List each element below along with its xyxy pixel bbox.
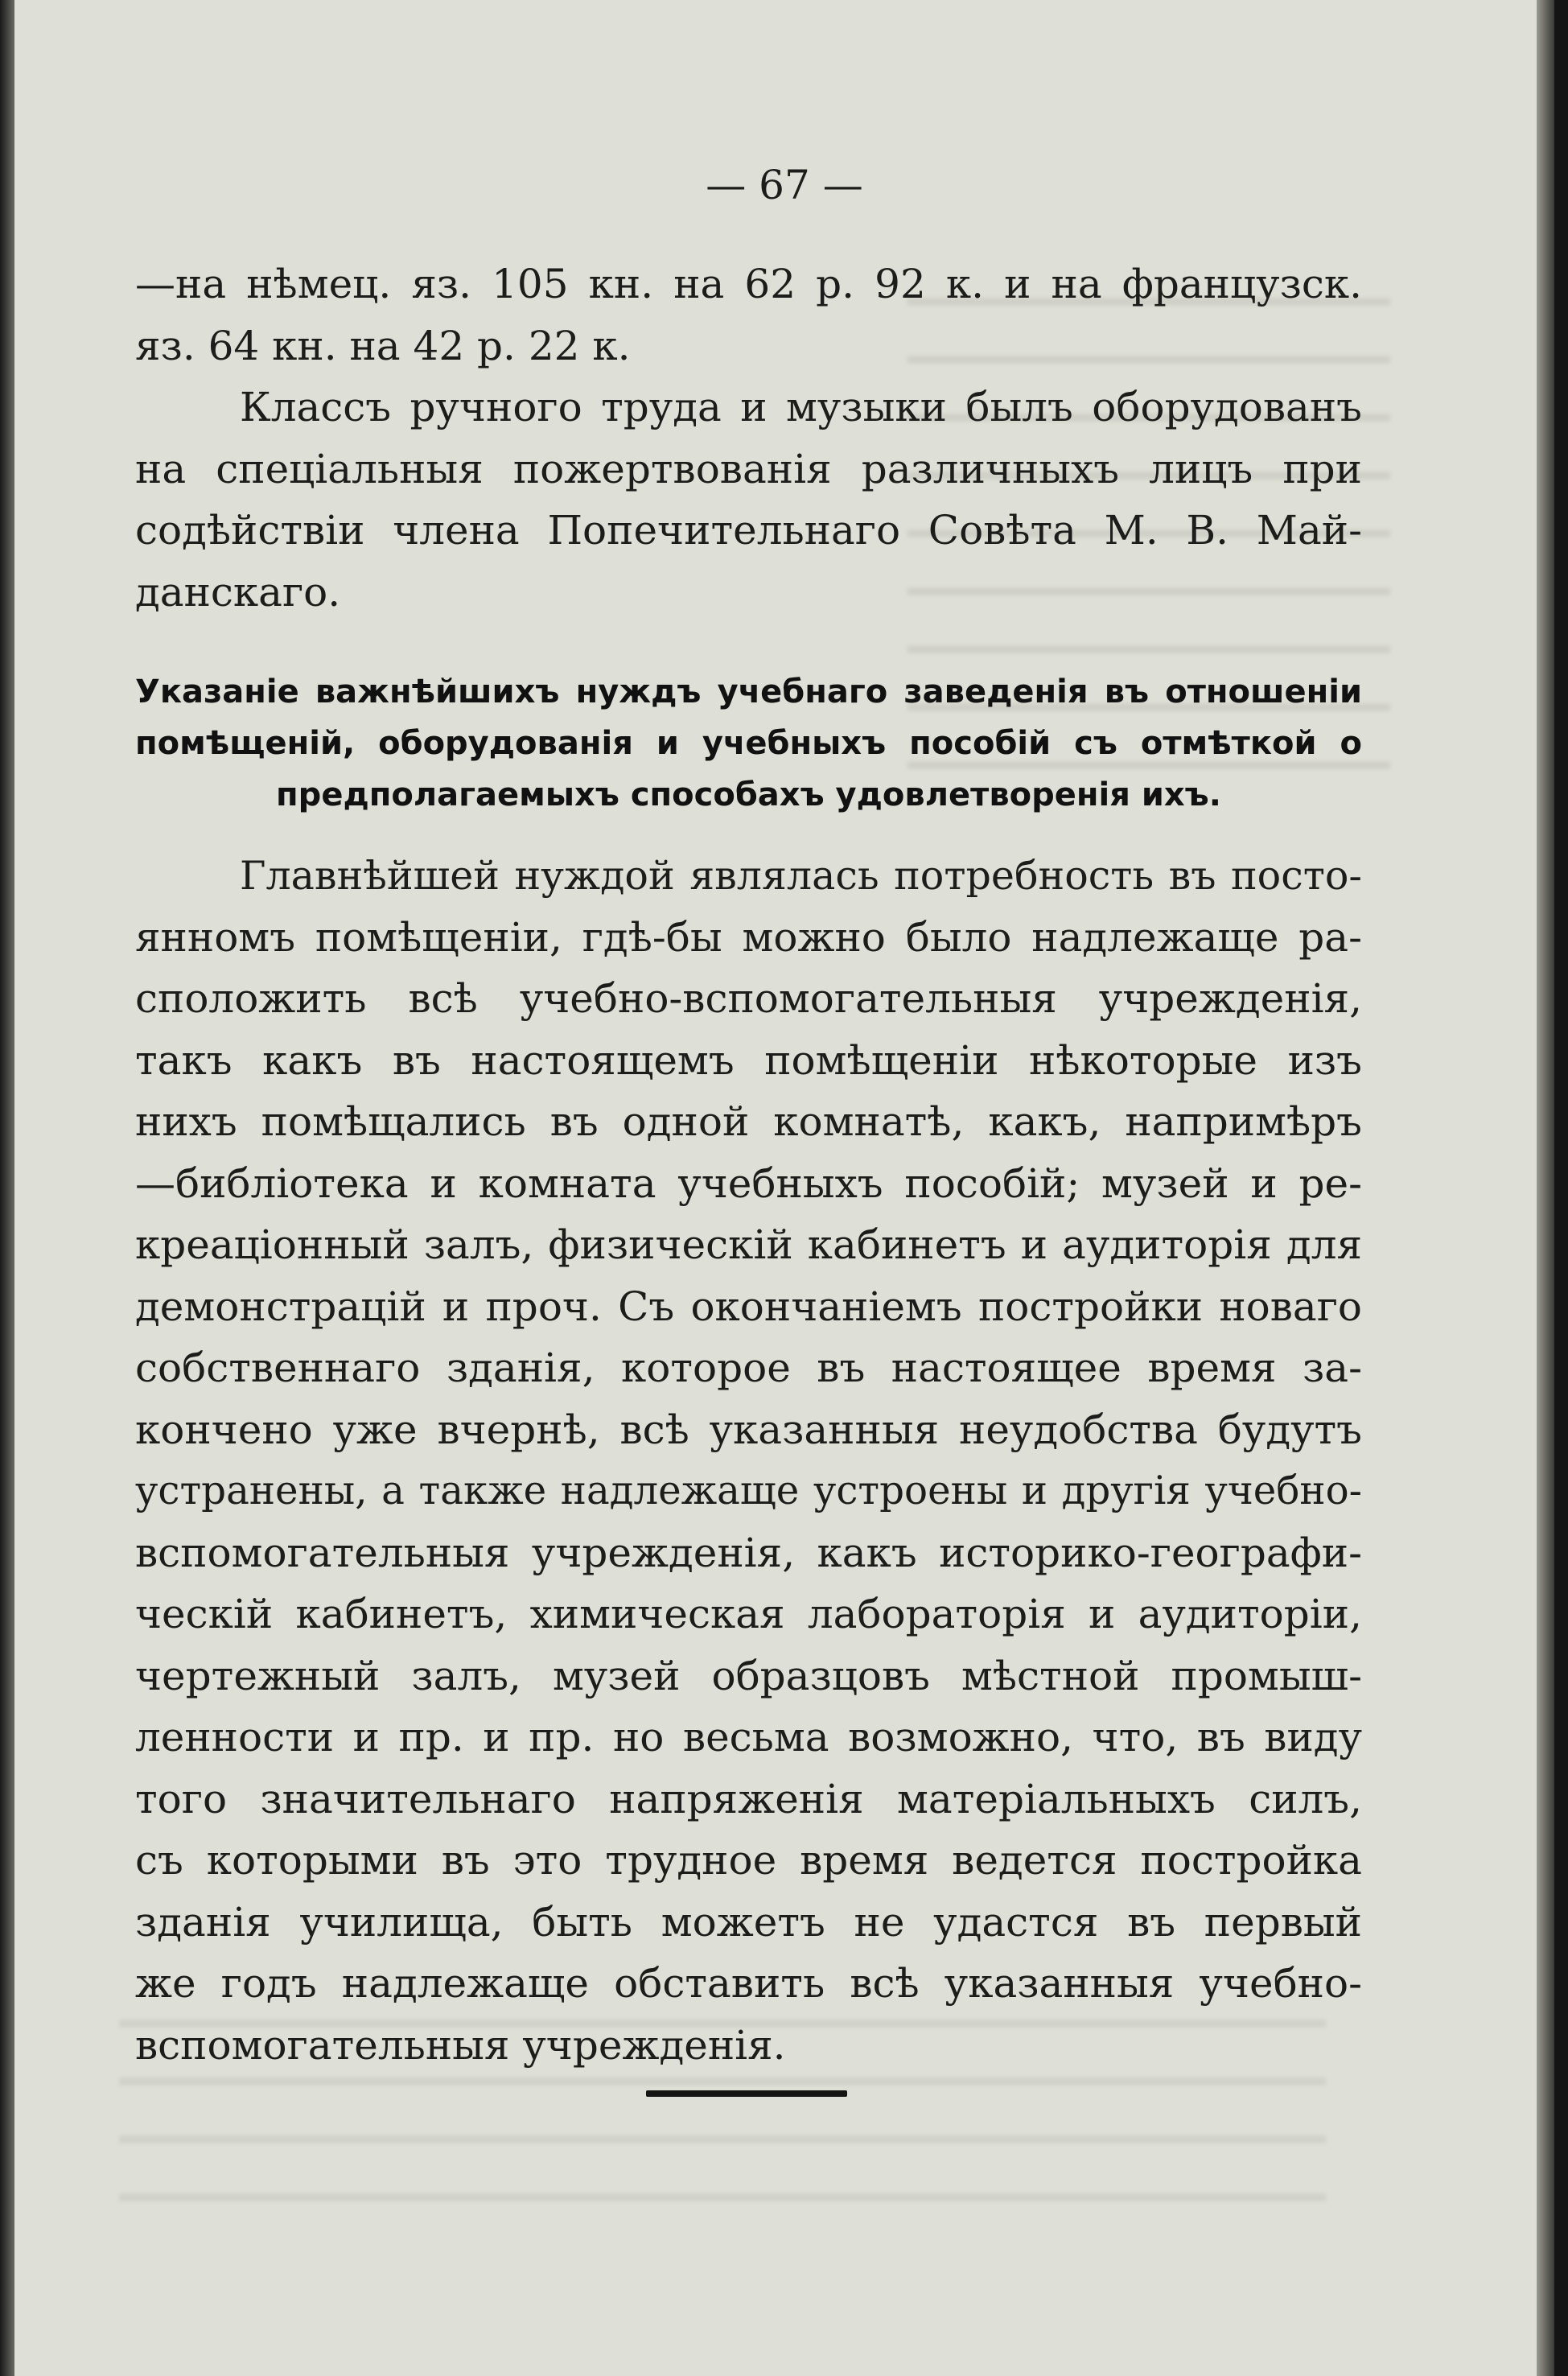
text-line: сположить всѣ учебно-вспомогательныя учрежденія,	[135, 975, 1362, 1022]
page-left-edge	[0, 0, 14, 2376]
text-line: ческій кабинетъ, химическая лабораторія и аудиторіи,	[135, 1591, 1362, 1637]
paragraph-2	[135, 845, 1362, 2076]
book-page	[14, 0, 1554, 2376]
text-line: —библіотека и комната учебныхъ пособій; музей и ре-	[135, 1159, 1362, 1207]
text-line: янномъ помѣщеніи, гдѣ-бы можно было надлежаще ра-	[135, 913, 1362, 961]
text-line: кончено уже вчернѣ, всѣ указанныя неудобства будутъ	[135, 1406, 1362, 1453]
text-line: Классъ ручного труда и музыки былъ оборудованъ	[240, 384, 1362, 430]
section-end-rule	[646, 2090, 847, 2097]
heading-line: помѣщеній, оборудованія и учебныхъ пособій съ отмѣткой о	[135, 725, 1362, 762]
page-right-edge	[1537, 0, 1554, 2376]
text-line: устранены, а также надлежаще устроены и другія учебно-	[135, 1468, 1362, 1513]
text-line: такъ какъ въ настоящемъ помѣщеніи нѣкоторые изъ	[135, 1036, 1362, 1084]
text-line: демонстрацій и проч. Съ окончаніемъ постройки новаго	[135, 1283, 1362, 1330]
paragraph-1	[135, 377, 1362, 623]
heading-line: предполагаемыхъ способахъ удовлетворенія ихъ.	[276, 776, 1221, 813]
text-line: —на нѣмец. яз. 105 кн. на 62 р. 92 к. и на французск.	[135, 261, 1362, 307]
text-line: содѣйствіи члена Попечительнаго Совѣта М. В. Май-	[135, 507, 1362, 554]
text-line: того значительнаго напряженія матеріальныхъ силъ,	[135, 1775, 1362, 1822]
page-number: — 67 —	[706, 162, 863, 208]
section-heading	[135, 666, 1362, 821]
text-line: нихъ помѣщались въ одной комнатѣ, какъ, напримѣръ	[135, 1098, 1362, 1145]
text-line: креаціонный залъ, физическій кабинетъ и аудиторія для	[135, 1221, 1362, 1268]
text-line: собственнаго зданія, которое въ настоящее время за-	[135, 1344, 1362, 1391]
text-line: данскаго.	[135, 568, 341, 616]
text-line: зданія училища, быть можетъ не удастся въ первый	[135, 1898, 1362, 1946]
text-line: Главнѣйшей нуждой являлась потребность въ посто-	[240, 852, 1362, 899]
text-line: яз. 64 кн. на 42 р. 22 к.	[135, 322, 631, 369]
intro-text	[135, 253, 1362, 377]
text-line: вспомогательныя учрежденія.	[135, 2021, 786, 2069]
text-line: съ которыми въ это трудное время ведется постройка	[135, 1837, 1362, 1884]
text-line: на спеціальныя пожертвованія различныхъ лицъ при	[135, 445, 1362, 492]
heading-line: Указаніе важнѣйшихъ нуждъ учебнаго заведенія въ отношеніи	[135, 673, 1362, 710]
text-line: ленности и пр. и пр. но весьма возможно, что, въ виду	[135, 1714, 1362, 1760]
text-line: вспомогательныя учрежденія, какъ историко-географи-	[135, 1529, 1362, 1576]
text-line: же годъ надлежаще обставить всѣ указанныя учебно-	[135, 1960, 1362, 2007]
text-line: чертежный залъ, музей образцовъ мѣстной промыш-	[135, 1652, 1362, 1699]
